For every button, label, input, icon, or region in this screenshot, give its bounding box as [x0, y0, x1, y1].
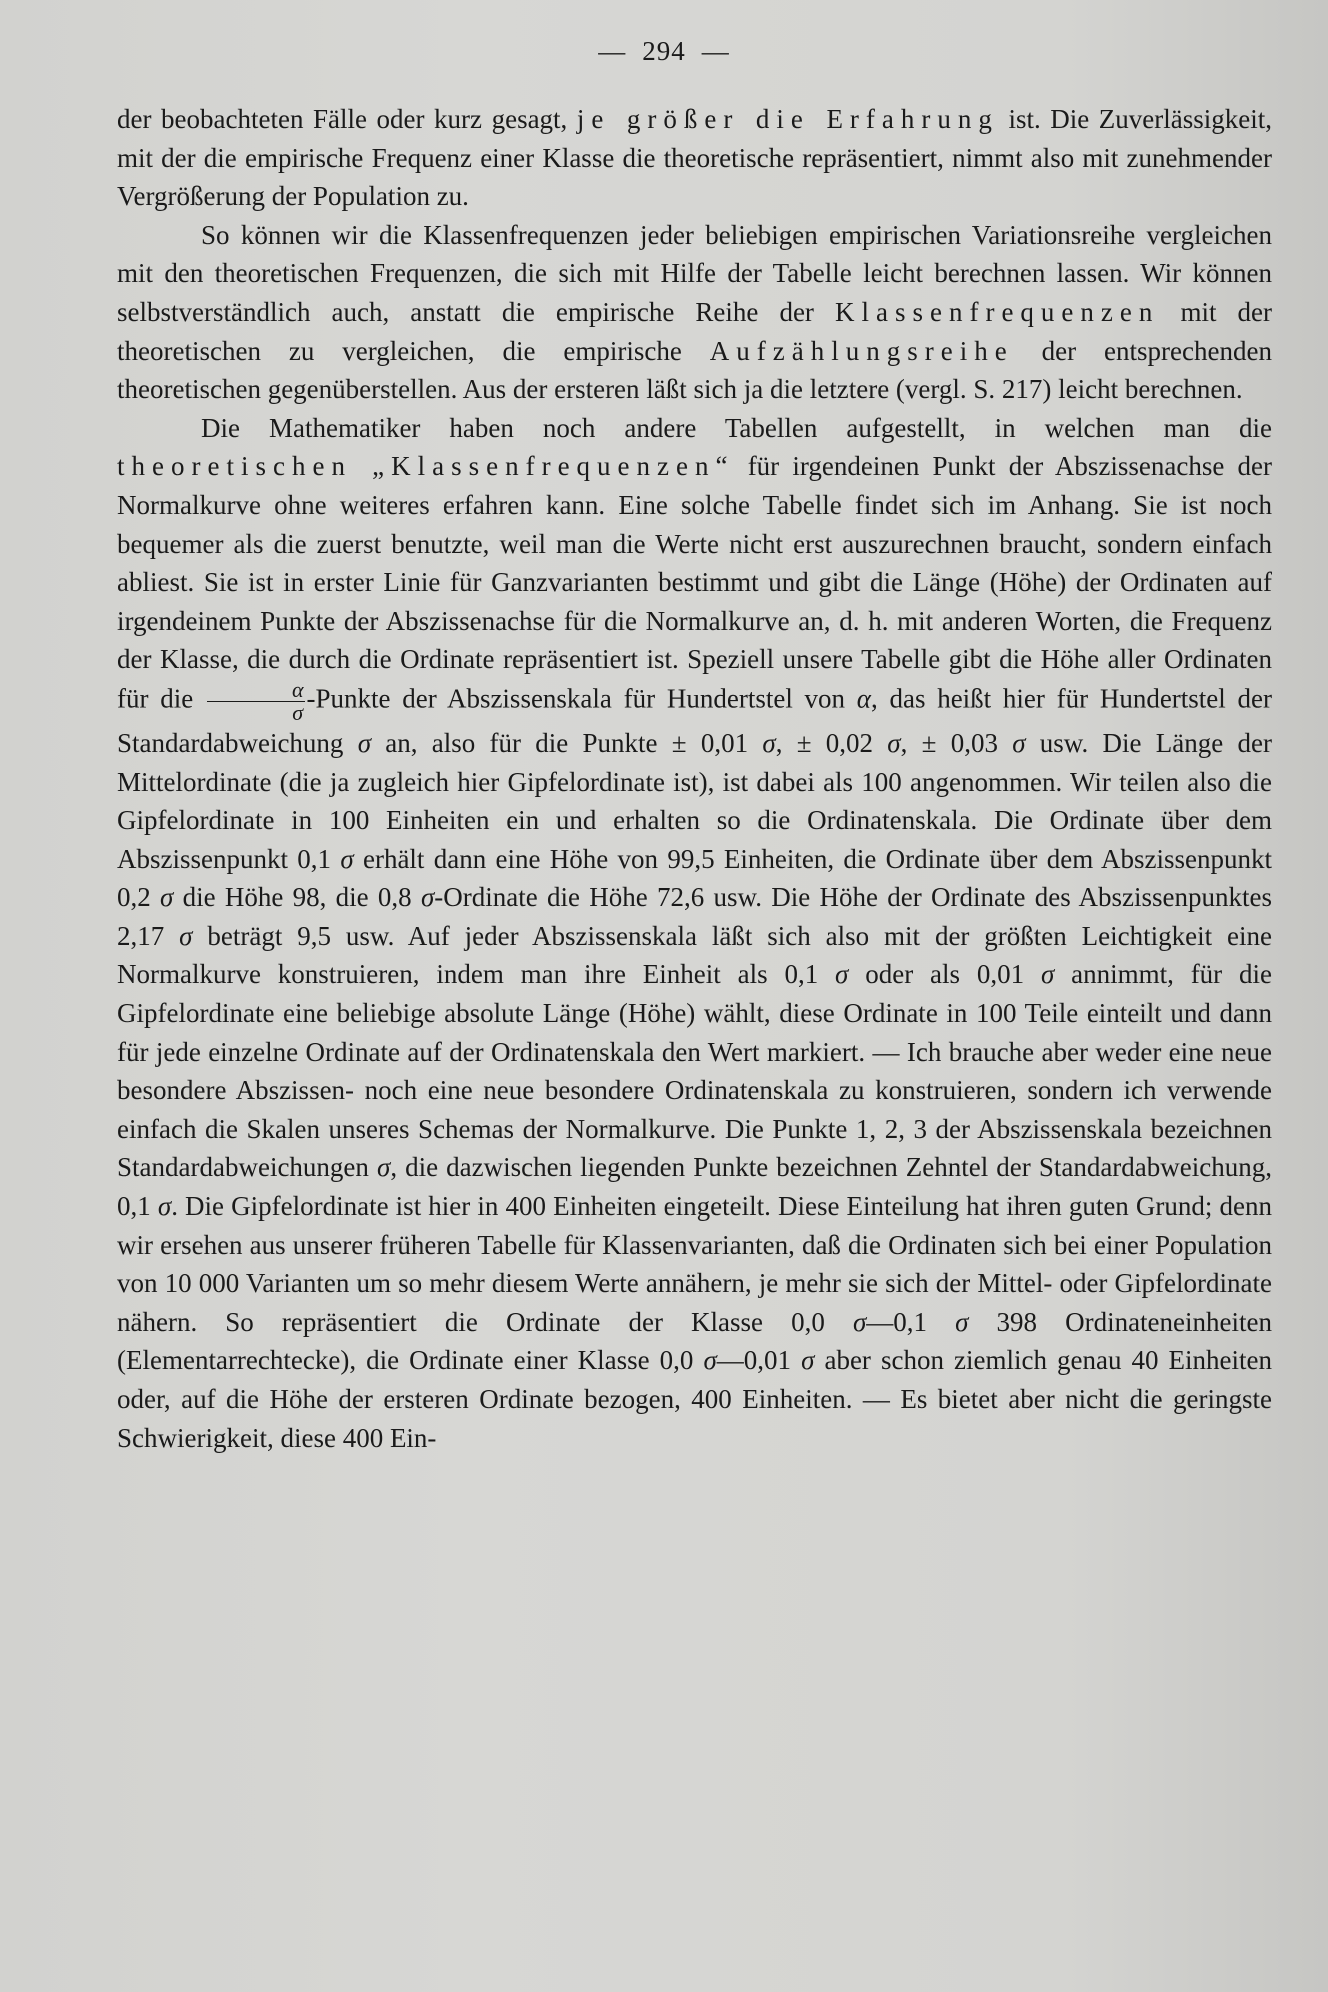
text-run: aber schon ziemlich genau 40 Einheiten oder, auf die Höhe der ersteren Ordinate bezogen, 400 Einheiten. — Es bietet aber nicht die geringste Schwierigkeit, diese 400 Ein- [117, 1345, 1273, 1453]
math-symbol: σ [179, 920, 193, 951]
math-symbol: σ [420, 882, 435, 913]
text-run: der entsprechenden theoretischen gegenüberstellen. Aus der ersteren läßt sich ja die letztere (vergl. S. 217) leicht berechnen. [117, 335, 1272, 405]
text-run: die Höhe 98, die 0,8 [173, 882, 421, 913]
fraction-alpha-over-sigma [207, 676, 305, 725]
page-header [0, 36, 1328, 67]
spaced-emphasis: theoretischen „Klassenfrequenzen“ [117, 451, 735, 482]
page-number: 294 [642, 36, 686, 66]
math-symbol: σ [157, 1191, 172, 1222]
text-run: Die Mathematiker haben noch andere Tabellen aufgestellt, in welchen man die [201, 412, 1272, 443]
text-run: , ± 0,02 [775, 727, 888, 758]
text-run: , ± 0,03 [900, 727, 1013, 758]
math-symbol: σ [1040, 959, 1055, 990]
text-run: erhält dann eine Höhe von 99,5 Einheiten, die Ordinate über dem Abszissenpunkt 0,2 [117, 843, 1272, 913]
paragraph [117, 216, 1272, 409]
math-symbol: σ [357, 727, 372, 758]
text-run: für irgendeinen Punkt der Abszissenachse der Normalkurve ohne weiteres erfahren kann. Eine solche Tabelle findet sich im Anhang. Sie ist noch bequemer als die zuerst benutzte, weil man die Werte nicht erst auszurechnen braucht, sondern einfach abliest. Sie ist in erster Linie für Ganzvarianten bestimmt und gibt die Länge (Höhe) der Ordinaten auf irgendeinem Punkte der Abszissenachse für die Normalkurve an, d. h. mit anderen Worten, die Frequenz der Klasse, die durch die Ordinate repräsentiert ist. Speziell unsere Tabelle gibt die Höhe aller Ordinaten für die [117, 451, 1272, 714]
text-run: , das heißt hier für Hundertstel der Standardabweichung [117, 683, 1273, 758]
header-dash-right: — [701, 36, 730, 66]
math-symbol: σ [762, 727, 776, 758]
text-run: ist. Die Zuverlässigkeit, mit der die empirische Frequenz einer Klasse die theoretische repräsentiert, nimmt also mit zunehmender Vergrößerung der Population zu. [117, 104, 1273, 212]
text-run: 398 Ordinateneinheiten (Elementarrechtecke), die Ordinate einer Klasse 0,0 [117, 1306, 1272, 1376]
body-text [117, 100, 1272, 1457]
math-symbol: σ [376, 1152, 391, 1183]
math-symbol: σ [160, 882, 174, 913]
paragraph [117, 409, 1272, 1457]
text-run: der beobachteten Fälle oder kurz gesagt, [117, 104, 577, 134]
text-run: —0,1 [866, 1306, 956, 1337]
math-symbol: σ [801, 1345, 815, 1376]
header-dash-left: — [598, 36, 627, 66]
math-symbol: σ [1012, 727, 1026, 758]
text-run: -Ordinate die Höhe 72,6 usw. Die Höhe der Ordinate des Abszissenpunktes 2,17 [117, 882, 1273, 951]
text-run: an, also für die Punkte ± 0,01 [371, 727, 763, 758]
math-symbol: σ [955, 1306, 969, 1337]
math-symbol: σ [703, 1345, 717, 1376]
text-run: -Punkte der Abszissenskala für Hundertstel von [306, 683, 857, 714]
text-run: oder als 0,01 [848, 959, 1041, 990]
text-run: usw. Die Länge der Mittelordinate (die ja zugleich hier Gipfelordinate ist), ist dabei als 100 angenommen. Wir teilen also die Gipfelordinate in 100 Einheiten ein und erhalten so die Ordinatenskala. Die Ordinate über dem Abszissenpunkt 0,1 [117, 727, 1272, 874]
spaced-emphasis: Aufzählungsreihe [709, 335, 1014, 366]
paragraph [117, 100, 1272, 216]
math-symbol: σ [887, 727, 901, 758]
text-run: So können wir die Klassenfrequenzen jeder beliebigen empirischen Variationsreihe vergleichen mit den theoretischen Frequenzen, die sich mit Hilfe der Tabelle leicht berechnen lassen. Wir können selbstverständlich auch, anstatt die empirische Reihe der [117, 219, 1272, 327]
spaced-emphasis: je größer die Erfahrung [576, 104, 999, 134]
text-run: annimmt, für die Gipfelordinate eine beliebige absolute Länge (Höhe) wählt, diese Ordinate in 100 Teile einteilt und dann für jede einzelne Ordinate auf der Ordinatenskala den Wert markiert. — Ich brauche aber weder eine neue besondere Abszissen- noch eine neue besondere Ordinatenskala zu konstruieren, sondern ich verwende einfach die Skalen unseres Schemas der Normalkurve. Die Punkte 1, 2, 3 der Abszissenskala bezeichnen Standardabweichungen [117, 959, 1273, 1183]
math-symbol: σ [340, 843, 354, 874]
text-run: —0,01 [716, 1345, 802, 1376]
math-symbol: σ [852, 1306, 867, 1337]
math-symbol: α [856, 683, 871, 714]
spaced-emphasis: Klassenfrequenzen [834, 296, 1160, 327]
math-symbol: σ [835, 959, 849, 990]
fraction-denominator: σ [292, 699, 304, 725]
fraction-numerator: α [207, 679, 305, 702]
text-run: mit der theoretischen zu vergleichen, die empirische [117, 296, 1272, 366]
text-run: . Die Gipfelordinate ist hier in 400 Einheiten eingeteilt. Diese Einteilung hat ihren guten Grund; denn wir ersehen aus unserer früheren Tabelle für Klassenvarianten, daß die Ordinaten sich bei einer Population von 10 000 Varianten um so mehr diesem Werte annähern, je mehr sie sich der Mittel- oder Gipfelordinate nähern. So repräsentiert die Ordinate der Klasse 0,0 [117, 1191, 1272, 1337]
text-run: beträgt 9,5 usw. Auf jeder Abszissenskala läßt sich also mit der größten Leichtigkeit eine Normalkurve konstruieren, indem man ihre Einheit als 0,1 [117, 920, 1272, 990]
text-run: , die dazwischen liegenden Punkte bezeichnen Zehntel der Standardabweichung, 0,1 [117, 1152, 1272, 1222]
